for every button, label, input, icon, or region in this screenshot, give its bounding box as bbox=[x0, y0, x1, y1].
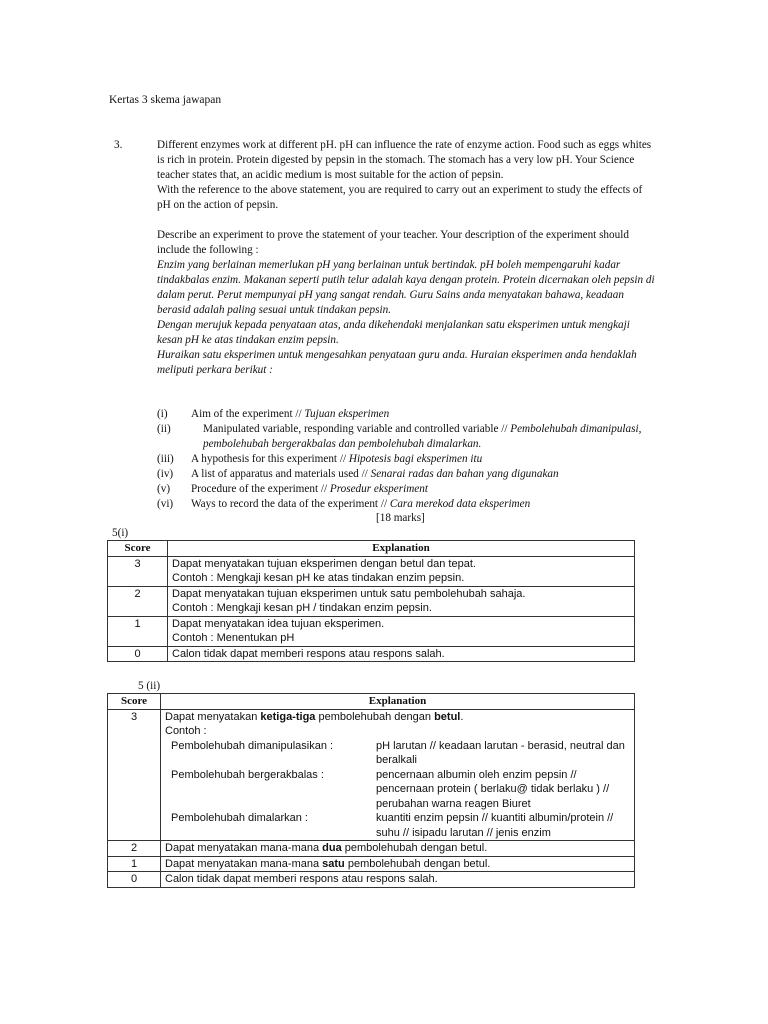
bold-span: betul bbox=[434, 710, 461, 723]
text-span: pembolehubah dengan bbox=[315, 710, 435, 723]
question-malay-paragraph: Dengan merujuk kepada penyataan atas, anda dikehendaki menjalankan satu eksperimen untuk mengkaji kesan pH ke atas tindakan enzim pepsin. bbox=[157, 319, 630, 346]
item-number: (ii) bbox=[157, 423, 171, 435]
question-number: 3. bbox=[114, 139, 123, 151]
item-number: (vi) bbox=[157, 498, 174, 510]
item-malay: Prosedur eksperiment bbox=[329, 483, 428, 495]
variable-name: Pembolehubah dimanipulasikan : bbox=[171, 739, 334, 752]
explanation-cell bbox=[168, 556, 635, 586]
item-malay: Cara merekod data eksperimen bbox=[389, 498, 531, 510]
bold-span: satu bbox=[322, 857, 345, 870]
table-row bbox=[108, 556, 635, 586]
score-cell: 2 bbox=[108, 841, 161, 857]
table1-label: 5(i) bbox=[112, 527, 129, 539]
table-row bbox=[108, 586, 635, 616]
explanation-line bbox=[165, 710, 630, 725]
item-malay: Senarai radas dan bahan yang digunakan bbox=[370, 468, 559, 480]
score-cell: 0 bbox=[108, 872, 161, 888]
item-english: Procedure of the experiment // bbox=[191, 483, 330, 495]
explanation-cell bbox=[161, 841, 635, 857]
text-span: Dapat menyatakan bbox=[165, 710, 261, 723]
table-header-row bbox=[108, 541, 635, 557]
score-cell: 1 bbox=[108, 856, 161, 872]
table-row bbox=[108, 709, 635, 841]
explanation-cell bbox=[168, 586, 635, 616]
text-span: Dapat menyatakan mana-mana bbox=[165, 857, 323, 870]
item-english: A hypothesis for this experiment // bbox=[191, 453, 349, 465]
question-describe: Describe an experiment to prove the statement of your teacher. Your description of the experiment should include the following : bbox=[157, 229, 629, 256]
score-table-5ii bbox=[107, 693, 635, 888]
explanation-cell bbox=[168, 646, 635, 662]
table-row bbox=[108, 616, 635, 646]
text-span: pembolehubah dengan betul. bbox=[344, 857, 491, 870]
variable-value: pencernaan albumin oleh enzim pepsin // pencernaan protein ( berlaku@ tidak berlaku ) // perubahan warna reagen Biuret bbox=[376, 768, 610, 810]
score-table-5i bbox=[107, 540, 635, 662]
bold-span: dua bbox=[322, 842, 342, 854]
score-cell: 1 bbox=[108, 616, 168, 646]
explanation-cell: Calon tidak dapat memberi respons atau respons salah. bbox=[161, 872, 635, 888]
explanation-cell bbox=[168, 616, 635, 646]
table-row bbox=[108, 856, 635, 872]
text-span: . bbox=[460, 710, 464, 723]
explanation-cell bbox=[161, 709, 635, 841]
item-malay: Hipotesis bagi eksperimen itu bbox=[348, 453, 483, 465]
item-number: (iii) bbox=[157, 453, 174, 465]
item-english: Ways to record the data of the experiment // bbox=[191, 498, 390, 510]
item-number: (v) bbox=[157, 483, 171, 495]
variable-value: kuantiti enzim pepsin // kuantiti albumin/protein // suhu // isipadu larutan // jenis enzim bbox=[376, 812, 614, 839]
bold-span: ketiga-tiga bbox=[260, 710, 316, 723]
table-row bbox=[108, 872, 635, 888]
explanation-example: Contoh : bbox=[165, 725, 207, 737]
variable-name: Pembolehubah dimalarkan : bbox=[171, 812, 308, 824]
page-heading: Kertas 3 skema jawapan bbox=[109, 94, 222, 106]
explanation-example: Contoh : Mengkaji kesan pH / tindakan enzim pepsin. bbox=[172, 602, 432, 614]
explanation-line: Calon tidak dapat memberi respons atau respons salah. bbox=[172, 647, 445, 660]
question-malay-paragraph: Enzim yang berlainan memerlukan pH yang berlainan untuk bertindak. pH boleh mempengaruhi kadar tindakbalas enzim. Makanan seperti putih telur adalah kaya dengan protein. Protein dicernakan oleh pepsin di dalam perut. Perut mempunyai pH yang sangat rendah. Guru Sains anda menyatakan bahawa, keadaan berasid adalah paling sesuai untuk tindakan pepsin. bbox=[157, 259, 655, 316]
table2-label: 5 (ii) bbox=[138, 680, 161, 692]
table-row bbox=[108, 646, 635, 662]
variable-name: Pembolehubah bergerakbalas : bbox=[171, 768, 324, 781]
score-cell: 3 bbox=[108, 556, 168, 586]
text-span: Dapat menyatakan mana-mana bbox=[165, 842, 323, 854]
item-english: A list of apparatus and materials used // bbox=[191, 468, 371, 480]
total-marks: [18 marks] bbox=[376, 512, 425, 524]
score-cell: 0 bbox=[108, 646, 168, 662]
variables-grid bbox=[165, 739, 630, 841]
explanation-cell bbox=[161, 856, 635, 872]
table-header-row bbox=[108, 694, 635, 710]
item-english: Aim of the experiment // bbox=[191, 408, 305, 420]
explanation-line: Dapat menyatakan tujuan eksperimen dengan betul dan tepat. bbox=[172, 557, 476, 570]
item-malay: Tujuan eksperimen bbox=[304, 408, 390, 420]
header-explanation: Explanation bbox=[161, 694, 635, 710]
header-score: Score bbox=[108, 541, 168, 557]
question-english-paragraph: With the reference to the above statement, you are required to carry out an experiment to study the effects of pH on the action of pepsin. bbox=[157, 184, 643, 211]
explanation-line: Dapat menyatakan idea tujuan eksperimen. bbox=[172, 617, 385, 630]
question-body bbox=[157, 138, 657, 378]
variable-value: pH larutan // keadaan larutan - berasid, neutral dan beralkali bbox=[376, 739, 625, 766]
score-cell: 3 bbox=[108, 709, 161, 841]
explanation-example: Contoh : Menentukan pH bbox=[172, 632, 295, 644]
table-row bbox=[108, 841, 635, 857]
item-malay: Pembolehubah dimanipulasi, pembolehubah bergerakbalas dan pembolehubah dimalarkan. bbox=[203, 423, 642, 450]
header-explanation: Explanation bbox=[168, 541, 635, 557]
score-cell: 2 bbox=[108, 586, 168, 616]
header-score: Score bbox=[108, 694, 161, 710]
item-number: (iv) bbox=[157, 468, 174, 480]
item-english: Manipulated variable, responding variable and controlled variable // bbox=[203, 423, 511, 435]
explanation-line: Dapat menyatakan tujuan eksperimen untuk satu pembolehubah sahaja. bbox=[172, 587, 526, 600]
question-malay-paragraph: Huraikan satu eksperimen untuk mengesahkan penyataan guru anda. Huraian eksperimen anda hendaklah meliputi perkara berikut : bbox=[157, 349, 637, 376]
text-span: pembolehubah dengan betul. bbox=[341, 842, 488, 854]
explanation-example: Contoh : Mengkaji kesan pH ke atas tindakan enzim pepsin. bbox=[172, 572, 465, 584]
item-number: (i) bbox=[157, 408, 168, 420]
question-english-paragraph: Different enzymes work at different pH. pH can influence the rate of enzyme action. Food such as eggs whites is rich in protein. Protein digested by pepsin in the stomach. The stomach has a very low pH. Your Science teacher states that, an acidic medium is most suitable for the action of pepsin. bbox=[157, 139, 652, 181]
